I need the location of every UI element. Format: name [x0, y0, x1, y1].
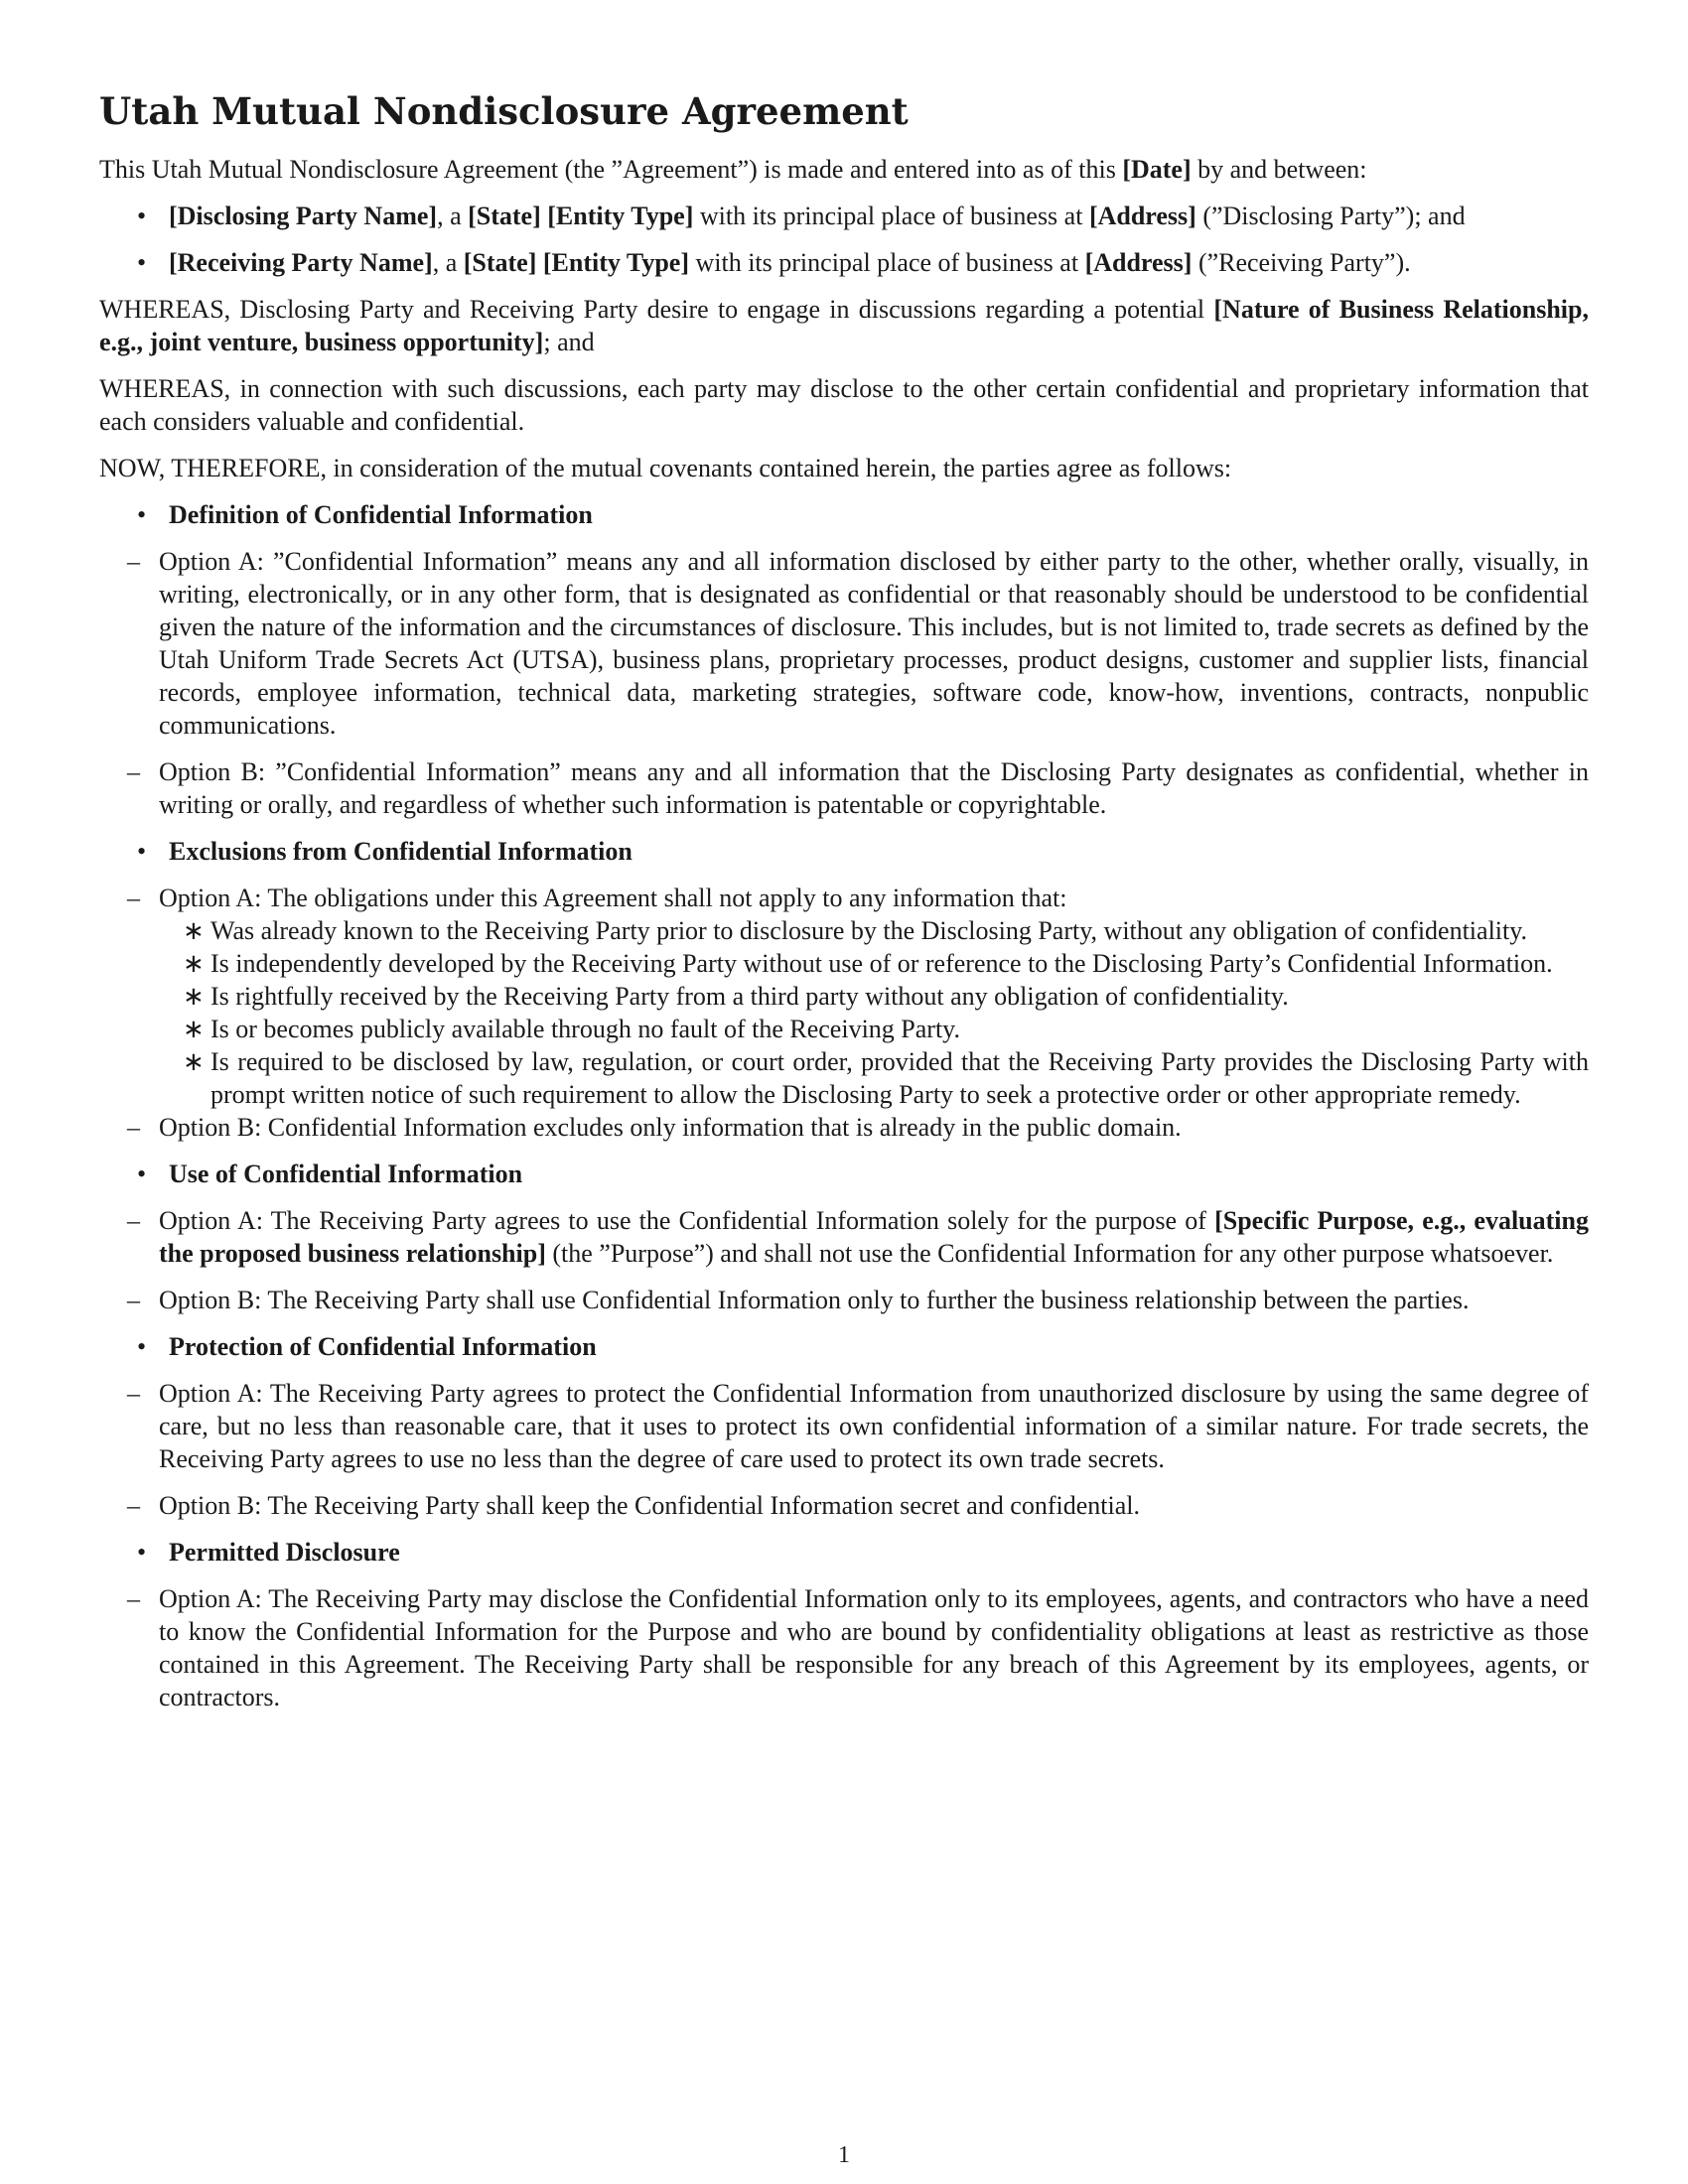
option-a: – Option A: The Receiving Party agrees to protect the Confidential Information from unauthorized disclosure by using the same degree of care, but no less than reasonable care, that it uses to protect its own confidential information of a similar nature. For trade secrets, the Receiving Party agrees to use no less than the degree of care used to protect its own trade secrets.	[99, 1377, 1589, 1475]
section-definition	[99, 498, 1589, 821]
section-exclusions	[99, 835, 1589, 1144]
whereas-paragraph-1: WHEREAS, Disclosing Party and Receiving Party desire to engage in discussions regarding a potential [Nature of Business Relationship, e.g., joint venture, business opportunity]; and	[99, 295, 1589, 357]
party-disclosing: • [Disclosing Party Name], a [State] [Entity Type] with its principal place of business at [Address] (”Disclosing Party”); and	[99, 200, 1589, 232]
list-item: ∗ Is independently developed by the Receiving Party without use of or reference to the Disclosing Party’s Confidential Information.	[159, 947, 1589, 980]
page-number: 1	[838, 2142, 850, 2168]
section-title: • Use of Confidential Information	[169, 1160, 523, 1189]
whereas-paragraph-2: WHEREAS, in connection with such discussions, each party may disclose to the other certain confidential and proprietary information that each considers valuable and confidential.	[99, 374, 1589, 437]
party-receiving: • [Receiving Party Name], a [State] [Entity Type] with its principal place of business at [Address] (”Receiving Party”).	[99, 246, 1589, 279]
document-title: Utah Mutual Nondisclosure Agreement	[99, 89, 909, 133]
list-item: ∗ Is or becomes publicly available through no fault of the Receiving Party.	[159, 1013, 1589, 1045]
section-title: • Exclusions from Confidential Information	[169, 837, 633, 867]
section-title: • Permitted Disclosure	[169, 1538, 400, 1568]
intro-paragraph: This Utah Mutual Nondisclosure Agreement (the ”Agreement”) is made and entered into as of this [Date] by and between:	[99, 155, 1367, 185]
section-protection	[99, 1330, 1589, 1522]
sections-list	[99, 498, 1589, 1713]
option-a: – Option A: The Receiving Party agrees to use the Confidential Information solely for the purpose of [Specific Purpose, e.g., evaluating the proposed business relationship] (the ”Purpose”) and shall not use the Confidential Information for any other purpose whatsoever.	[99, 1204, 1589, 1270]
option-a: – Option A: The obligations under this Agreement shall not apply to any information that: ∗ Was already known to the Receiving Party prior to disclosure by the Disclosing Party, without any obligation of confidentiality. ∗ Is independently developed by the Receiving Party without use of or reference to the Disclosing Party’s Confidential Information. ∗ Is rightfully received by the Receiving Party from a third party without any obligation of confidentiality. ∗ Is or becomes publicly available through no fault of the Receiving Party. ∗ Is required to be disclosed by law, regulation, or court order, provided that the Receiving Party provides the Disclosing Party with prompt written notice of such requirement to allow the Disclosing Party to seek a protective order or other appropriate remedy.	[99, 882, 1589, 1111]
section-title: • Definition of Confidential Information	[169, 500, 593, 530]
option-b: – Option B: ”Confidential Information” means any and all information that the Disclosing Party designates as confidential, whether in writing or orally, and regardless of whether such information is patentable or copyrightable.	[99, 755, 1589, 821]
option-b: – Option B: The Receiving Party shall keep the Confidential Information secret and confidential.	[99, 1489, 1589, 1522]
date-placeholder: [Date]	[1122, 155, 1192, 185]
option-b: – Option B: Confidential Information excludes only information that is already in the public domain.	[99, 1111, 1589, 1144]
option-b: – Option B: The Receiving Party shall use Confidential Information only to further the business relationship between the parties.	[99, 1284, 1589, 1316]
now-therefore-paragraph: NOW, THEREFORE, in consideration of the mutual covenants contained herein, the parties agree as follows:	[99, 454, 1232, 483]
section-title: • Protection of Confidential Information	[169, 1332, 597, 1362]
option-a: – Option A: ”Confidential Information” means any and all information disclosed by either party to the other, whether orally, visually, in writing, electronically, or in any other form, that is designated as confidential or that reasonably should be understood to be confidential given the nature of the information and the circumstances of disclosure. This includes, but is not limited to, trade secrets as defined by the Utah Uniform Trade Secrets Act (UTSA), business plans, proprietary processes, product designs, customer and supplier lists, financial records, employee information, technical data, marketing strategies, software code, know-how, inventions, contracts, nonpublic communications.	[99, 545, 1589, 742]
option-a: – Option A: The Receiving Party may disclose the Confidential Information only to its employees, agents, and contractors who have a need to know the Confidential Information for the Purpose and who are bound by confidentiality obligations at least as restrictive as those contained in this Agreement. The Receiving Party shall be responsible for any breach of this Agreement by its employees, agents, or contractors.	[99, 1582, 1589, 1713]
section-permitted-disclosure	[99, 1536, 1589, 1713]
list-item: ∗ Was already known to the Receiving Party prior to disclosure by the Disclosing Party, without any obligation of confidentiality.	[159, 914, 1589, 947]
list-item: ∗ Is rightfully received by the Receiving Party from a third party without any obligation of confidentiality.	[159, 980, 1589, 1013]
list-item: ∗ Is required to be disclosed by law, regulation, or court order, provided that the Receiving Party provides the Disclosing Party with prompt written notice of such requirement to allow the Disclosing Party to seek a protective order or other appropriate remedy.	[159, 1045, 1589, 1111]
document-page	[99, 89, 1589, 1727]
section-use	[99, 1158, 1589, 1316]
exclusion-items	[159, 914, 1589, 1111]
parties-list	[99, 200, 1589, 279]
